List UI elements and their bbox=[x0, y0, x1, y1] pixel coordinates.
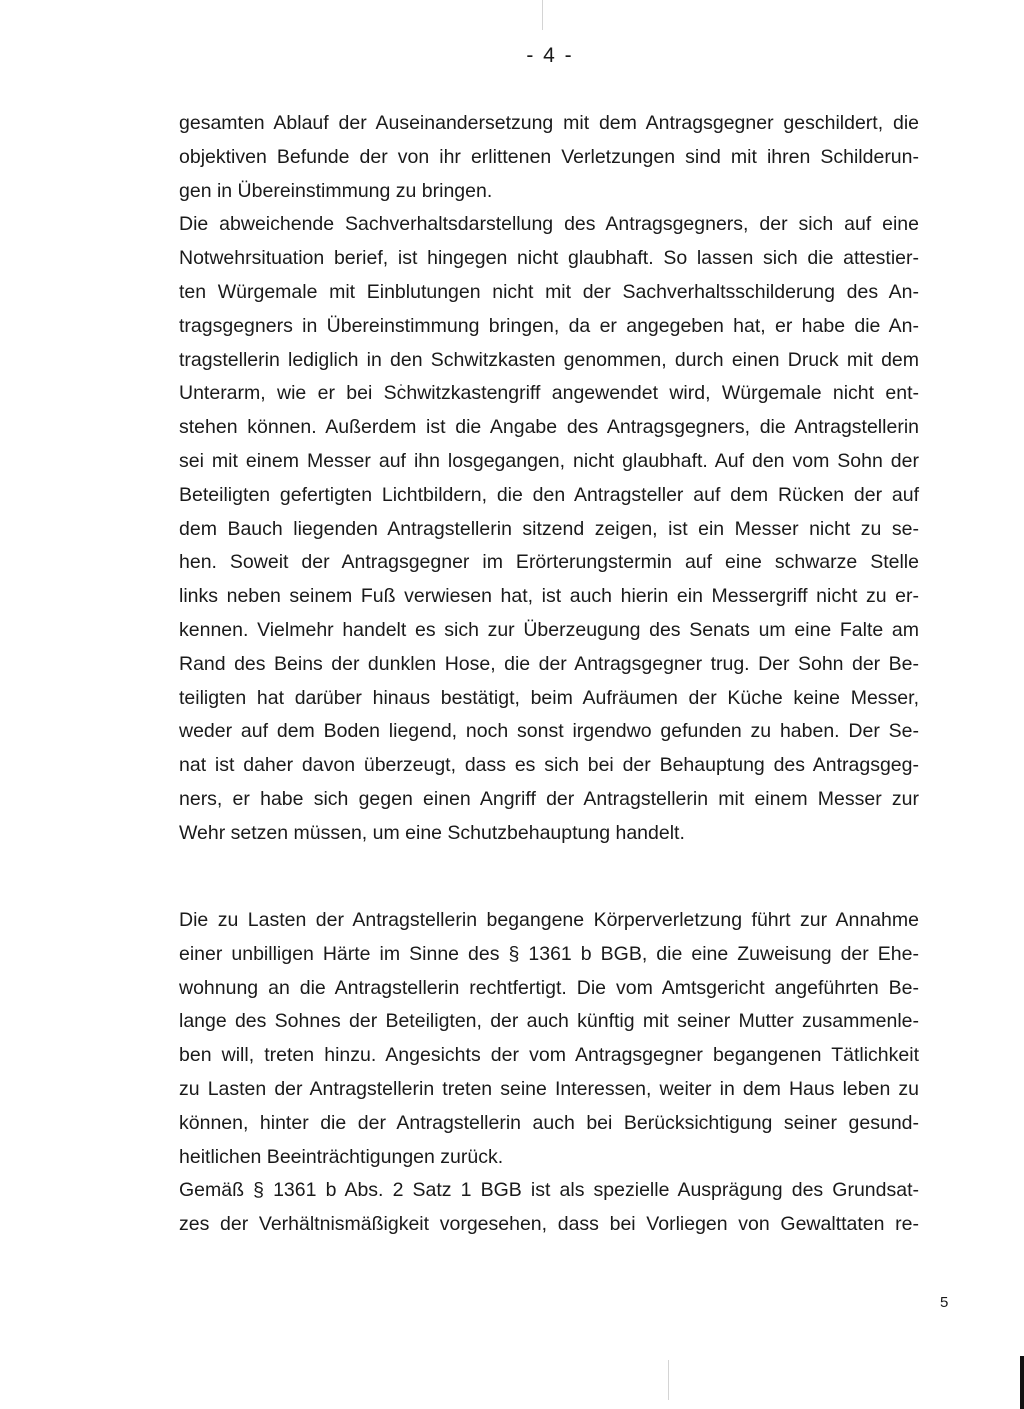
text-line: dem Bauch liegenden Antragstellerin sitzend zeigen, ist ein Messer nicht zu se- bbox=[179, 517, 919, 540]
text-line: gesamten Ablauf der Auseinandersetzung mit dem Antragsgegner geschildert, die bbox=[179, 112, 919, 134]
text-line: teiligten hat darüber hinaus bestätigt, beim Aufräumen der Küche keine Messer, bbox=[179, 686, 919, 709]
text-line: Rand des Beins der dunklen Hose, die der Antragsgegner trug. Der Sohn der Be- bbox=[179, 652, 919, 675]
text-line: können, hinter die der Antragstellerin auch bei Berücksichtigung seiner gesund- bbox=[179, 1111, 919, 1134]
text-line: ners, er habe sich gegen einen Angriff der Antragstellerin mit einem Messer zur bbox=[179, 787, 919, 810]
paragraph-block-2 bbox=[179, 904, 919, 1242]
text-line: Gemäß § 1361 b Abs. 2 Satz 1 BGB ist als spezielle Ausprägung des Grundsat- bbox=[179, 1179, 919, 1202]
text-line: Beteiligten gefertigten Lichtbildern, die den Antragsteller auf dem Rücken der auf bbox=[179, 483, 919, 506]
text-line: weder auf dem Boden liegend, noch sonst irgendwo gefunden zu haben. Der Se- bbox=[179, 720, 919, 743]
text-line: heitlichen Beeinträchtigungen zurück. bbox=[179, 1145, 504, 1168]
paragraph-block-1 bbox=[179, 107, 919, 851]
text-line: lange des Sohnes der Beteiligten, der auch künftig mit seiner Mutter zusammenle- bbox=[179, 1010, 919, 1033]
text-line: stehen können. Außerdem ist die Angabe des Antragsgegners, die Antragstellerin bbox=[179, 416, 919, 439]
text-line: Die abweichende Sachverhaltsdarstellung des Antragsgegners, der sich auf eine bbox=[179, 213, 919, 236]
text-line: sei mit einem Messer auf ihn losgegangen, nicht glaubhaft. Auf den vom Sohn der bbox=[179, 449, 919, 472]
text-line: nat ist daher davon überzeugt, dass es sich bei der Behauptung des Antragsgeg- bbox=[179, 754, 919, 777]
text-line: ten Würgemale mit Einblutungen nicht mit der Sachverhaltsschilderung des An- bbox=[179, 280, 919, 303]
scan-artifact-line-top bbox=[542, 0, 543, 30]
text-line: kennen. Vielmehr handelt es sich zur Überzeugung des Senats um eine Falte am bbox=[179, 618, 919, 641]
text-line: einer unbilligen Härte im Sinne des § 1361 b BGB, die eine Zuweisung der Ehe- bbox=[179, 942, 919, 965]
text-line: zes der Verhältnismäßigkeit vorgesehen, dass bei Vorliegen von Gewalttaten re- bbox=[179, 1213, 919, 1236]
text-line: ben will, treten hinzu. Angesichts der vom Antragsgegner begangenen Tätlichkeit bbox=[179, 1044, 919, 1067]
text-line: tragsgegners in Übereinstimmung bringen, da er angegeben hat, er habe die An- bbox=[179, 314, 919, 337]
text-line: Notwehrsituation berief, ist hingegen nicht glaubhaft. So lassen sich die attestier- bbox=[179, 247, 919, 270]
text-line: Die zu Lasten der Antragstellerin begangene Körperverletzung führt zur Annahme bbox=[179, 909, 919, 931]
text-line: objektiven Befunde der von ihr erlittenen Verletzungen sind mit ihren Schilderun- bbox=[179, 145, 919, 168]
page-number: - 4 - bbox=[526, 44, 574, 67]
text-line: Unterarm, wie er bei Schwitzkastengriff angewendet wird, Würgemale nicht ent- bbox=[179, 382, 919, 405]
text-line: hen. Soweit der Antragsgegner im Erörterungstermin auf eine schwarze Stelle bbox=[179, 551, 919, 574]
scan-edge-mark bbox=[1020, 1356, 1024, 1409]
sheet-number: 5 bbox=[940, 1294, 949, 1311]
text-line: Wehr setzen müssen, um eine Schutzbehauptung handelt. bbox=[179, 821, 685, 844]
text-line: tragstellerin lediglich in den Schwitzkasten genommen, durch einen Druck mit dem bbox=[179, 348, 919, 371]
text-line: zu Lasten der Antragstellerin treten seine Interessen, weiter in dem Haus leben zu bbox=[179, 1077, 919, 1100]
text-line: wohnung an die Antragstellerin rechtfertigt. Die vom Amtsgericht angeführten Be- bbox=[179, 976, 919, 999]
scan-artifact-line-bottom bbox=[668, 1360, 669, 1400]
text-line: gen in Übereinstimmung zu bringen. bbox=[179, 179, 493, 202]
text-line: links neben seinem Fuß verwiesen hat, ist auch hierin ein Messergriff nicht zu er- bbox=[179, 585, 919, 608]
